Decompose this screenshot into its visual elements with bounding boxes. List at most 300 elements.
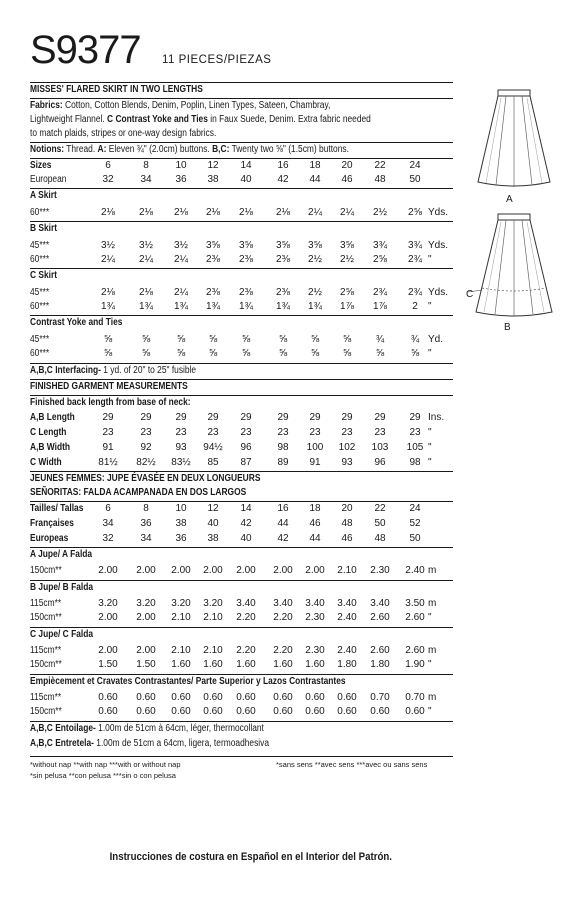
metric-row-cell: 2.00 xyxy=(98,565,118,576)
yardage-row-cell: 2⅛ xyxy=(101,207,115,218)
yardage-row-label: 45*** xyxy=(30,287,50,298)
metric-row-cell: 2.30 xyxy=(305,645,325,656)
yardage-row-cell: 3¾ xyxy=(373,240,387,251)
finished-row-cell: 103 xyxy=(371,442,389,453)
yardage-row-cell: 3¾ xyxy=(408,240,422,251)
finished-row-cell: 23 xyxy=(102,427,114,438)
finished-row-cell: 96 xyxy=(374,457,386,468)
francaises-row-cell: 46 xyxy=(309,518,321,529)
yardage-row-cell: 3½ xyxy=(101,240,115,251)
metric-row-cell: 2.00 xyxy=(171,565,191,576)
yardage-row-cell: 2⅝ xyxy=(373,254,387,265)
metric-row-cell: 2.20 xyxy=(236,612,256,623)
yardage-row-cell: 1¾ xyxy=(206,301,220,312)
yardage-row-cell: 2½ xyxy=(308,287,322,298)
sizes-row-cell: 6 xyxy=(105,160,111,171)
fabrics-line-1 xyxy=(30,100,330,112)
footnote-fr: *sans sens **avec sens ***avec ou sans sens xyxy=(276,760,428,769)
tailles-row-cell: 24 xyxy=(409,503,421,514)
yardage-row-cell: 2½ xyxy=(308,254,322,265)
finished-row-cell: 89 xyxy=(277,457,289,468)
european-row-cell: 46 xyxy=(341,174,353,185)
divider xyxy=(30,721,453,722)
title-es: SEÑORITAS: FALDA ACAMPANADA EN DOS LARGOS xyxy=(30,487,247,498)
metric-row-cell: 0.60 xyxy=(305,706,325,717)
metric-row-cell: 0.60 xyxy=(98,706,118,717)
metric-row-label: 115cm** xyxy=(30,645,62,656)
finished-row-cell: 98 xyxy=(409,457,421,468)
yardage-row-cell: 2⅜ xyxy=(206,287,220,298)
european-row-cell: 32 xyxy=(102,174,114,185)
european-row-label: European xyxy=(30,174,67,185)
europeas-row-cell: 36 xyxy=(175,533,187,544)
yardage-row-cell: ⅝ xyxy=(342,348,352,359)
metric-row-cell: 0.60 xyxy=(305,692,325,703)
pieces-count: 11 PIECES/PIEZAS xyxy=(162,54,272,66)
yardage-section-title: C Skirt xyxy=(30,270,58,281)
yardage-row-cell: 3⅝ xyxy=(239,240,253,251)
metric-row-cell: 0.60 xyxy=(171,692,191,703)
yardage-row-cell: ⅝ xyxy=(141,334,151,345)
metric-row-cell: 0.60 xyxy=(370,706,390,717)
finished-row-cell: 91 xyxy=(102,442,114,453)
metric-row-cell: 1.60 xyxy=(305,659,325,670)
metric-row-cell: 0.60 xyxy=(98,692,118,703)
metric-row-label: 115cm** xyxy=(30,692,62,703)
finished-row-cell: 87 xyxy=(240,457,252,468)
metric-row-cell: 2.40 xyxy=(405,565,425,576)
divider xyxy=(30,82,453,83)
francaises-row-cell: 50 xyxy=(374,518,386,529)
metric-row-cell: 2.60 xyxy=(370,645,390,656)
yardage-row-cell: 2⅜ xyxy=(276,254,290,265)
metric-row-cell: 2.60 xyxy=(405,612,425,623)
finished-row-cell: 23 xyxy=(277,427,289,438)
metric-row-cell: 2.10 xyxy=(203,612,223,623)
metric-row-cell: 1.60 xyxy=(203,659,223,670)
metric-row-cell: 2.20 xyxy=(273,612,293,623)
metric-row-cell: 2.00 xyxy=(236,565,256,576)
metric-row-cell: 3.40 xyxy=(305,598,325,609)
divider xyxy=(30,142,453,143)
european-row-cell: 38 xyxy=(207,174,219,185)
divider xyxy=(30,188,453,189)
notions-part: B,C: xyxy=(212,144,230,155)
europeas-row-cell: 48 xyxy=(374,533,386,544)
sizes-row-cell: 12 xyxy=(207,160,219,171)
europeas-row-cell: 38 xyxy=(207,533,219,544)
metric-row-cell: 3.20 xyxy=(171,598,191,609)
metric-row-cell: 0.60 xyxy=(236,692,256,703)
yardage-row-cell: 3⅝ xyxy=(276,240,290,251)
skirt-view-a-illustration xyxy=(468,82,558,202)
finished-row-cell: 81½ xyxy=(98,457,118,468)
european-row-cell: 50 xyxy=(409,174,421,185)
yardage-row-unit: Yds. xyxy=(428,240,449,251)
metric-row-cell: 3.20 xyxy=(203,598,223,609)
metric-row-cell: 3.40 xyxy=(236,598,256,609)
finished-row-unit: " xyxy=(428,442,432,453)
metric-row-cell: 1.50 xyxy=(136,659,156,670)
metric-row-cell: 2.10 xyxy=(203,645,223,656)
fabrics-line-2-part: in Faux Suede, Denim. Extra fabric needed xyxy=(207,114,371,125)
finished-row-unit: " xyxy=(428,427,432,438)
european-row-cell: 44 xyxy=(309,174,321,185)
metric-row-cell: 2.20 xyxy=(273,645,293,656)
yardage-row-unit: Yds. xyxy=(428,287,449,298)
yardage-row-cell: ⅝ xyxy=(241,348,251,359)
metric-row-cell: 2.00 xyxy=(203,565,223,576)
yardage-row-cell: 2⅛ xyxy=(239,207,253,218)
finished-row-cell: 23 xyxy=(309,427,321,438)
finished-row-label: A,B Length xyxy=(30,412,75,423)
footnote-es: *sin pelusa **con pelusa ***sin o con pelusa xyxy=(30,771,176,780)
finished-row-cell: 23 xyxy=(341,427,353,438)
yardage-row-cell: ⅝ xyxy=(375,348,385,359)
yardage-row-cell: 2⅛ xyxy=(174,207,188,218)
metric-row-cell: 0.60 xyxy=(236,706,256,717)
metric-row-unit: m xyxy=(428,565,437,576)
yardage-row-cell: 1¾ xyxy=(174,301,188,312)
sizes-row-cell: 10 xyxy=(175,160,187,171)
metric-row-cell: 0.60 xyxy=(337,692,357,703)
yardage-row-cell: 1¾ xyxy=(239,301,253,312)
metric-row-cell: 0.60 xyxy=(203,706,223,717)
fabrics-line-2-part: Lightweight Flannel. xyxy=(30,114,108,125)
sizes-row-label: Sizes xyxy=(30,160,52,171)
yardage-row-cell: 1¾ xyxy=(139,301,153,312)
yardage-row-label: 45*** xyxy=(30,334,50,345)
view-a-label: A xyxy=(506,194,513,205)
entoilage xyxy=(30,723,264,735)
entoilage-part: A,B,C Entoilage- xyxy=(30,723,96,734)
notions-part: A: xyxy=(97,144,107,155)
finished-row-label: C Width xyxy=(30,457,62,468)
yardage-row-cell: 1¾ xyxy=(276,301,290,312)
metric-row-label: 115cm** xyxy=(30,598,62,609)
finished-row-cell: 105 xyxy=(406,442,424,453)
yardage-row-cell: 2¾ xyxy=(408,287,422,298)
europeas-row-cell: 32 xyxy=(102,533,114,544)
metric-row-cell: 2.00 xyxy=(136,612,156,623)
yardage-row-cell: ⅝ xyxy=(176,334,186,345)
yardage-row-cell: 3⅝ xyxy=(308,240,322,251)
francaises-row-cell: 42 xyxy=(240,518,252,529)
yardage-row-cell: 3⅝ xyxy=(340,240,354,251)
finished-row-cell: 23 xyxy=(140,427,152,438)
yardage-row-cell: 2½ xyxy=(373,207,387,218)
tailles-row-cell: 14 xyxy=(240,503,252,514)
fabrics-line-1-part: Fabrics: xyxy=(30,100,63,111)
yardage-row-cell: ⅝ xyxy=(141,348,151,359)
entoilage-part: 1.00m de 51cm à 64cm, léger, thermocollant xyxy=(95,723,264,734)
metric-row-label: 150cm** xyxy=(30,612,62,623)
yardage-row-cell: 3⅝ xyxy=(206,240,220,251)
yardage-row-cell: 2¾ xyxy=(408,254,422,265)
europeas-row-label: Europeas xyxy=(30,533,69,544)
metric-row-cell: 0.60 xyxy=(203,692,223,703)
divider xyxy=(30,580,453,581)
metric-row-cell: 1.60 xyxy=(171,659,191,670)
divider xyxy=(30,547,453,548)
divider xyxy=(30,471,453,472)
yardage-row-cell: ⅝ xyxy=(208,334,218,345)
divider xyxy=(30,315,453,316)
divider xyxy=(30,379,453,380)
francaises-row-cell: 34 xyxy=(102,518,114,529)
divider xyxy=(30,158,453,159)
metric-row-label: 150cm** xyxy=(30,565,62,576)
metric-row-cell: 0.60 xyxy=(136,706,156,717)
yardage-row-cell: ¾ xyxy=(410,334,420,345)
notions-part: Twenty two ⅝" (1.5cm) buttons. xyxy=(229,144,349,155)
finished-row-cell: 23 xyxy=(175,427,187,438)
tailles-row-cell: 10 xyxy=(175,503,187,514)
yardage-row-cell: 2¼ xyxy=(340,207,354,218)
divider xyxy=(30,98,453,99)
finished-row-cell: 91 xyxy=(309,457,321,468)
notions-part: Eleven ¾" (2.0cm) buttons. xyxy=(106,144,213,155)
yardage-row-unit: Yds. xyxy=(428,207,449,218)
yardage-row-cell: ⅝ xyxy=(241,334,251,345)
finished-row-cell: 23 xyxy=(240,427,252,438)
metric-row-cell: 2.00 xyxy=(305,565,325,576)
yardage-row-cell: ⅝ xyxy=(278,334,288,345)
europeas-row-cell: 50 xyxy=(409,533,421,544)
interfacing-en-part: 1 yd. of 20" to 25" fusible xyxy=(100,365,197,376)
finished-row-cell: 98 xyxy=(277,442,289,453)
yardage-row-cell: 2¾ xyxy=(373,287,387,298)
europeas-row-cell: 34 xyxy=(140,533,152,544)
finished-row-cell: 93 xyxy=(341,457,353,468)
fabrics-line-1-part: Cotton, Cotton Blends, Denim, Poplin, Linen Types, Sateen, Chambray, xyxy=(62,100,331,111)
finished-row-label: A,B Width xyxy=(30,442,71,453)
pattern-number: S9377 xyxy=(30,28,141,72)
finished-row-cell: 92 xyxy=(140,442,152,453)
metric-row-cell: 2.00 xyxy=(98,645,118,656)
francaises-row-cell: 52 xyxy=(409,518,421,529)
yardage-row-cell: 2¼ xyxy=(101,254,115,265)
metric-row-cell: 2.10 xyxy=(171,645,191,656)
yardage-row-cell: 3½ xyxy=(174,240,188,251)
divider xyxy=(30,501,453,502)
yardage-row-cell: 2⅛ xyxy=(101,287,115,298)
entretela-part: A,B,C Entretela- xyxy=(30,738,94,749)
metric-section-title: Empiècement et Cravates Contrastantes/ Parte Superior y Lazos Contrastantes xyxy=(30,676,346,687)
metric-row-cell: 0.60 xyxy=(273,706,293,717)
fabrics-line-2 xyxy=(30,114,371,126)
yardage-row-cell: 2⅝ xyxy=(340,287,354,298)
metric-row-cell: 2.00 xyxy=(273,565,293,576)
finished-row-cell: 29 xyxy=(240,412,252,423)
divider xyxy=(30,221,453,222)
yardage-row-unit: " xyxy=(428,301,432,312)
finished-row-cell: 102 xyxy=(338,442,356,453)
metric-row-cell: 1.80 xyxy=(370,659,390,670)
finished-row-cell: 82½ xyxy=(136,457,156,468)
tailles-row-cell: 20 xyxy=(341,503,353,514)
yardage-row-cell: 2⅜ xyxy=(239,254,253,265)
metric-row-cell: 2.10 xyxy=(171,612,191,623)
metric-row-label: 150cm** xyxy=(30,659,62,670)
metric-section-title: B Jupe/ B Falda xyxy=(30,582,94,593)
metric-row-unit: m xyxy=(428,645,437,656)
metric-row-cell: 2.00 xyxy=(136,565,156,576)
yardage-row-cell: 3½ xyxy=(139,240,153,251)
yardage-section-title: Contrast Yoke and Ties xyxy=(30,317,123,328)
finished-row-cell: 29 xyxy=(341,412,353,423)
metric-row-cell: 1.60 xyxy=(273,659,293,670)
sizes-row-cell: 22 xyxy=(374,160,386,171)
spanish-instructions-note: Instrucciones de costura en Español en el Interior del Patrón. xyxy=(109,851,392,863)
finished-row-cell: 29 xyxy=(102,412,114,423)
view-b-label: B xyxy=(504,322,511,333)
francaises-row-cell: 36 xyxy=(140,518,152,529)
fabrics-line-3: to match plaids, stripes or one-way design fabrics. xyxy=(30,128,217,139)
yardage-row-label: 60*** xyxy=(30,348,50,359)
view-c-label: C xyxy=(466,289,474,300)
fabrics-line-2-part: C Contrast Yoke and Ties xyxy=(107,114,208,125)
francaises-row-label: Françaises xyxy=(30,518,74,529)
metric-row-cell: 0.70 xyxy=(405,692,425,703)
europeas-row-cell: 44 xyxy=(309,533,321,544)
notions xyxy=(30,144,349,156)
sizes-row-cell: 8 xyxy=(143,160,149,171)
european-row-cell: 40 xyxy=(240,174,252,185)
yardage-row-label: 45*** xyxy=(30,240,50,251)
metric-row-cell: 1.80 xyxy=(337,659,357,670)
metric-row-cell: 2.00 xyxy=(98,612,118,623)
interfacing-en-part: A,B,C Interfacing- xyxy=(30,365,101,376)
title-fr: JEUNES FEMMES: JUPE ÉVASÉE EN DEUX LONGUEURS xyxy=(30,473,261,484)
finished-row-cell: 23 xyxy=(374,427,386,438)
metric-row-cell: 2.40 xyxy=(337,645,357,656)
metric-section-title: C Jupe/ C Falda xyxy=(30,629,94,640)
interfacing-en xyxy=(30,365,196,377)
metric-row-cell: 3.20 xyxy=(136,598,156,609)
sizes-row-cell: 14 xyxy=(240,160,252,171)
tailles-row-cell: 6 xyxy=(105,503,111,514)
yardage-row-cell: 1⅞ xyxy=(373,301,387,312)
metric-row-cell: 2.30 xyxy=(305,612,325,623)
tailles-row-cell: 16 xyxy=(277,503,289,514)
metric-row-cell: 3.50 xyxy=(405,598,425,609)
finished-title: FINISHED GARMENT MEASUREMENTS xyxy=(30,381,188,392)
tailles-row-cell: 12 xyxy=(207,503,219,514)
sizes-row-cell: 18 xyxy=(309,160,321,171)
yardage-row-cell: ⅝ xyxy=(278,348,288,359)
yardage-row-cell: ⅝ xyxy=(410,348,420,359)
finished-sub: Finished back length from base of neck: xyxy=(30,397,191,408)
yardage-row-cell: 2¼ xyxy=(308,207,322,218)
metric-row-cell: 0.60 xyxy=(136,692,156,703)
european-row-cell: 36 xyxy=(175,174,187,185)
yardage-row-cell: 1⅞ xyxy=(340,301,354,312)
yardage-row-cell: 2 xyxy=(412,301,418,312)
finished-row-unit: " xyxy=(428,457,432,468)
finished-row-unit: Ins. xyxy=(428,412,445,423)
yardage-section-title: A Skirt xyxy=(30,190,57,201)
metric-row-cell: 0.60 xyxy=(337,706,357,717)
yardage-row-cell: 2¼ xyxy=(139,254,153,265)
yardage-row-cell: ⅝ xyxy=(208,348,218,359)
yardage-row-cell: ⅝ xyxy=(310,348,320,359)
metric-row-unit: " xyxy=(428,659,432,670)
tailles-row-cell: 22 xyxy=(374,503,386,514)
metric-row-unit: " xyxy=(428,706,432,717)
finished-row-cell: 29 xyxy=(409,412,421,423)
yardage-row-cell: 2⅛ xyxy=(276,207,290,218)
metric-row-cell: 0.60 xyxy=(405,706,425,717)
metric-section-title: A Jupe/ A Falda xyxy=(30,549,93,560)
metric-row-label: 150cm** xyxy=(30,706,62,717)
yardage-row-cell: 2⅛ xyxy=(139,287,153,298)
metric-row-cell: 1.90 xyxy=(405,659,425,670)
yardage-row-unit: " xyxy=(428,348,432,359)
yardage-row-cell: 2⅝ xyxy=(408,207,422,218)
metric-row-unit: m xyxy=(428,598,437,609)
yardage-row-cell: 2⅛ xyxy=(139,207,153,218)
metric-row-cell: 2.10 xyxy=(337,565,357,576)
yardage-row-cell: 1¾ xyxy=(101,301,115,312)
yardage-row-label: 60*** xyxy=(30,301,50,312)
yardage-row-cell: 1¾ xyxy=(308,301,322,312)
metric-row-cell: 2.00 xyxy=(136,645,156,656)
metric-row-cell: 3.20 xyxy=(98,598,118,609)
metric-row-cell: 2.30 xyxy=(370,565,390,576)
european-row-cell: 42 xyxy=(277,174,289,185)
francaises-row-cell: 48 xyxy=(341,518,353,529)
yardage-row-cell: 2½ xyxy=(340,254,354,265)
finished-row-cell: 23 xyxy=(207,427,219,438)
sizes-row-cell: 24 xyxy=(409,160,421,171)
yardage-row-cell: 2⅜ xyxy=(276,287,290,298)
sizes-row-cell: 16 xyxy=(277,160,289,171)
finished-row-cell: 83½ xyxy=(171,457,191,468)
footnote-en: *without nap **with nap ***with or without nap xyxy=(30,760,181,769)
metric-row-cell: 0.70 xyxy=(370,692,390,703)
yardage-row-cell: ¾ xyxy=(375,334,385,345)
sizes-row-cell: 20 xyxy=(341,160,353,171)
finished-row-cell: 29 xyxy=(309,412,321,423)
metric-row-cell: 0.60 xyxy=(171,706,191,717)
finished-row-cell: 94½ xyxy=(203,442,223,453)
yardage-row-unit: Yd. xyxy=(428,334,444,345)
francaises-row-cell: 38 xyxy=(175,518,187,529)
title: MISSES' FLARED SKIRT IN TWO LENGTHS xyxy=(30,84,203,95)
notions-part: Notions: xyxy=(30,144,65,155)
finished-row-cell: 29 xyxy=(207,412,219,423)
yardage-row-cell: ⅝ xyxy=(103,348,113,359)
yardage-row-cell: ⅝ xyxy=(103,334,113,345)
finished-row-cell: 100 xyxy=(306,442,324,453)
metric-row-cell: 3.40 xyxy=(370,598,390,609)
divider xyxy=(30,627,453,628)
finished-row-cell: 85 xyxy=(207,457,219,468)
europeas-row-cell: 46 xyxy=(341,533,353,544)
metric-row-cell: 3.40 xyxy=(273,598,293,609)
metric-row-cell: 0.60 xyxy=(273,692,293,703)
metric-row-unit: m xyxy=(428,692,437,703)
tailles-row-label: Tailles/ Tallas xyxy=(30,503,84,514)
europeas-row-cell: 42 xyxy=(277,533,289,544)
metric-row-unit: " xyxy=(428,612,432,623)
yardage-row-cell: 2⅜ xyxy=(206,254,220,265)
yardage-row-cell: ⅝ xyxy=(176,348,186,359)
yardage-row-label: 60*** xyxy=(30,207,50,218)
francaises-row-cell: 44 xyxy=(277,518,289,529)
metric-row-cell: 2.60 xyxy=(370,612,390,623)
